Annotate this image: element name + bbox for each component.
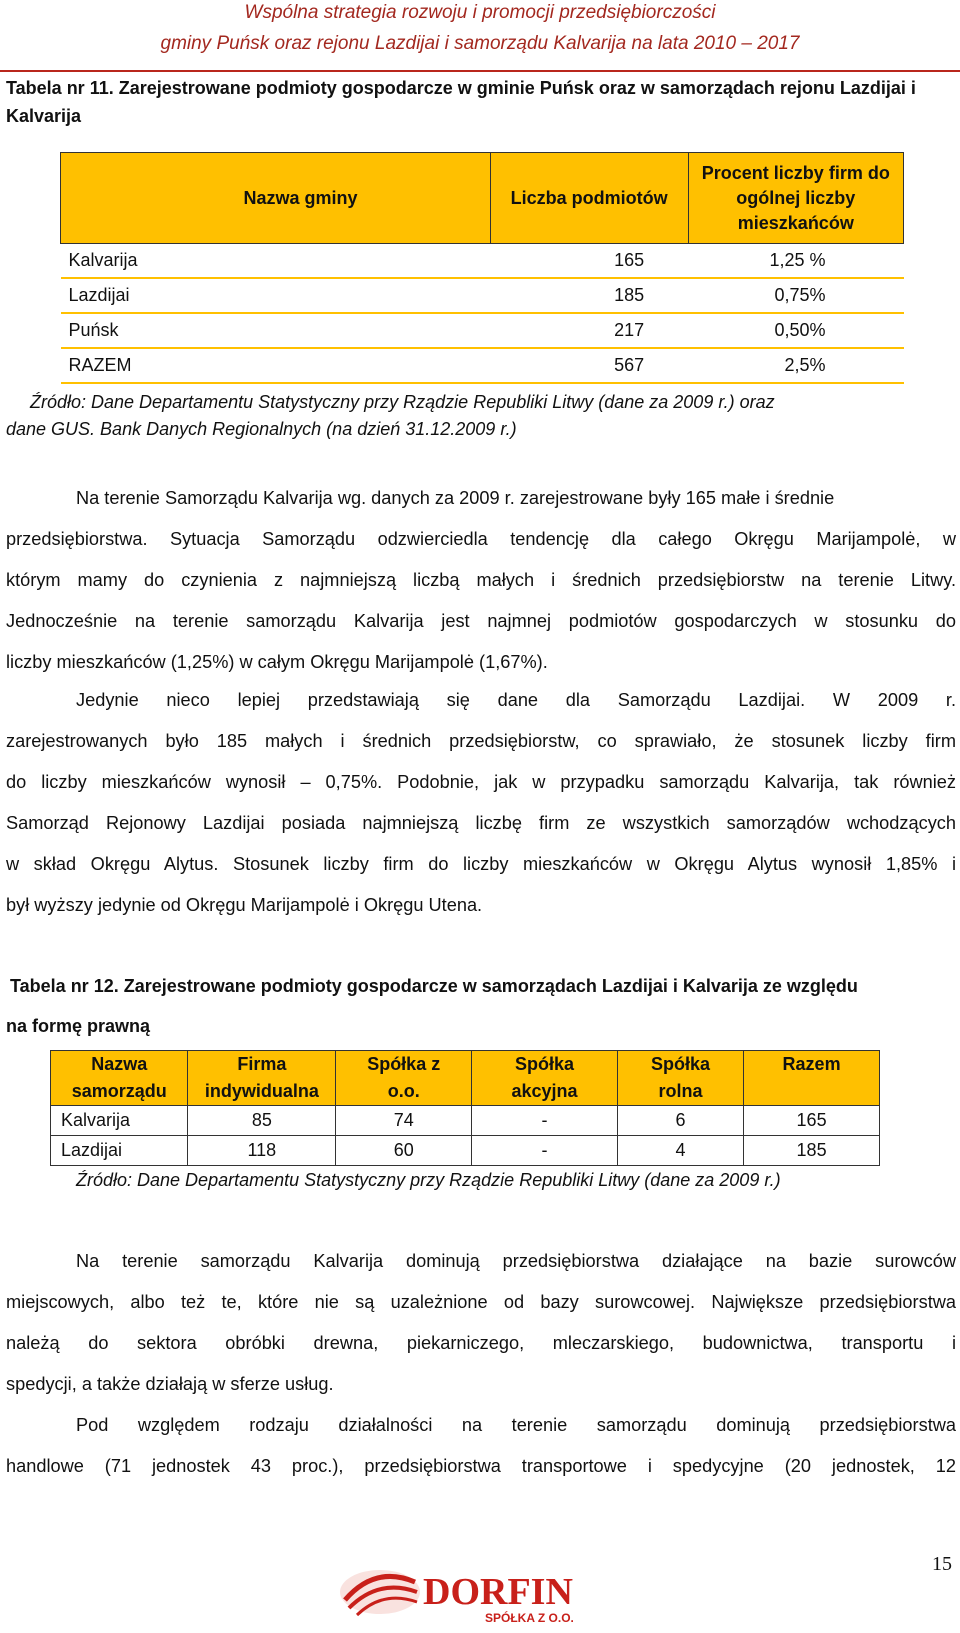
paragraph-line: Jednocześnie na terenie samorządu Kalvarija jest najmnej podmiotów gospodarczych w stosunku do bbox=[6, 611, 956, 631]
table11 bbox=[60, 152, 904, 384]
paragraph-line: miejscowych, albo też te, które nie są uzależnione od bazy surowcowej. Największe przedsiębiorstwa bbox=[6, 1292, 956, 1312]
running-header-line1: Wspólna strategia rozwoju i promocji przedsiębiorczości bbox=[244, 2, 716, 23]
table-row bbox=[51, 1106, 880, 1136]
paragraph-2 bbox=[6, 680, 956, 926]
header-divider bbox=[0, 70, 960, 72]
table12-header-text: rolna bbox=[658, 1081, 703, 1101]
paragraph-line: spedycji, a także działają w sferze usług. bbox=[6, 1374, 334, 1394]
paragraph-line: którym mamy do czynienia z najmniejszą liczbą małych i średnich przedsiębiorstw na terenie Litwy. bbox=[6, 570, 956, 590]
table11-cell: Puńsk bbox=[61, 313, 491, 348]
table12-caption-line2: na formę prawną bbox=[6, 1016, 151, 1036]
table12-cell: 74 bbox=[336, 1106, 472, 1136]
table-row bbox=[61, 278, 904, 313]
table12-header-text: Razem bbox=[782, 1054, 841, 1074]
paragraph-line: liczby mieszkańców (1,25%) w całym Okręgu Marijampolė (1,67%). bbox=[6, 652, 548, 672]
table12-caption-line1: Tabela nr 12. Zarejestrowane podmioty gospodarcze w samorządach Lazdijai i Kalvarija ze względu bbox=[10, 976, 858, 996]
table12-cell: 60 bbox=[336, 1136, 472, 1166]
table-row bbox=[61, 313, 904, 348]
logo-subtext: SPÓŁKA Z O.O. bbox=[485, 1611, 574, 1625]
table12-cell: 6 bbox=[617, 1106, 743, 1136]
table11-header-percent: Procent liczby firm do ogólnej liczby mieszkańców bbox=[688, 153, 903, 244]
table11-source-line2: dane GUS. Bank Danych Regionalnych (na dzień 31.12.2009 r.) bbox=[6, 419, 517, 439]
paragraph-line: należą do sektora obróbki drewna, piekarniczego, mleczarskiego, budownictwa, transportu i bbox=[6, 1333, 956, 1353]
table12-header-individual bbox=[188, 1051, 336, 1106]
table11-cell: 1,25 % bbox=[688, 244, 903, 279]
table11-header-name: Nazwa gminy bbox=[61, 153, 491, 244]
table11-cell: RAZEM bbox=[61, 348, 491, 383]
paragraph-line: do liczby mieszkańców wynosił – 0,75%. Podobnie, jak w przypadku samorządu Kalvarija, tak również bbox=[6, 772, 956, 792]
table12-header-llc bbox=[336, 1051, 472, 1106]
table12-header-text: Spółka bbox=[650, 1054, 710, 1074]
table12-cell: 185 bbox=[744, 1136, 880, 1166]
page-number: 15 bbox=[932, 1553, 952, 1575]
paragraph-line: w skład Okręgu Alytus. Stosunek liczby firm do liczby mieszkańców w Okręgu Alytus wynosił 1,85% i bbox=[6, 854, 956, 874]
running-header-line2: gminy Puńsk oraz rejonu Lazdijai i samorządu Kalvarija na lata 2010 – 2017 bbox=[160, 33, 800, 54]
paragraph-line: Jedynie nieco lepiej przedstawiają się dane dla Samorządu Lazdijai. W 2009 r. bbox=[76, 690, 956, 710]
paragraph-3 bbox=[6, 1241, 956, 1405]
table11-cell: 165 bbox=[490, 244, 688, 279]
paragraph-line: Na terenie Samorządu Kalvarija wg. danych za 2009 r. zarejestrowane były 165 małe i średnie bbox=[76, 488, 835, 508]
paragraph-line: Samorząd Rejonowy Lazdijai posiada najmniejszą liczbę firm ze wszystkich samorządów wchodzących bbox=[6, 813, 956, 833]
dorfin-logo bbox=[335, 1560, 635, 1630]
table-row bbox=[61, 348, 904, 383]
table12-header-text: indywidualna bbox=[204, 1081, 319, 1101]
table11-cell: 185 bbox=[490, 278, 688, 313]
table12-cell: - bbox=[472, 1106, 618, 1136]
table-row bbox=[61, 244, 904, 279]
table12-cell: Lazdijai bbox=[51, 1136, 188, 1166]
table12-header-text: Nazwa bbox=[91, 1054, 148, 1074]
paragraph-line: zarejestrowanych było 185 małych i średnich przedsiębiorstw, co sprawiało, że stosunek liczby firm bbox=[6, 731, 956, 751]
paragraph-1 bbox=[6, 478, 956, 683]
table11-cell: 217 bbox=[490, 313, 688, 348]
table12-header-text: samorządu bbox=[71, 1081, 167, 1101]
table12-header-agri bbox=[617, 1051, 743, 1106]
logo-text: DORFIN bbox=[423, 1571, 573, 1613]
table12-header-jsc bbox=[472, 1051, 618, 1106]
paragraph-line: przedsiębiorstwa. Sytuacja Samorządu odzwierciedla tendencję dla całego Okręgu Marijampolė, w bbox=[6, 529, 956, 549]
table11-cell: 567 bbox=[490, 348, 688, 383]
paragraph-line: był wyższy jedynie od Okręgu Marijampolė i Okręgu Utena. bbox=[6, 895, 483, 915]
table12-header-text: Spółka bbox=[514, 1054, 574, 1074]
paragraph-line: Na terenie samorządu Kalvarija dominują przedsiębiorstwa działające na bazie surowców bbox=[76, 1251, 956, 1271]
table11-header-count: Liczba podmiotów bbox=[490, 153, 688, 244]
paragraph-line: Pod względem rodzaju działalności na terenie samorządu dominują przedsiębiorstwa bbox=[76, 1415, 956, 1435]
table12-cell: - bbox=[472, 1136, 618, 1166]
table12-header-name bbox=[51, 1051, 188, 1106]
table-row bbox=[51, 1136, 880, 1166]
table12-header-text: o.o. bbox=[387, 1081, 420, 1101]
table11-source-line1: Źródło: Dane Departamentu Statystyczny przy Rządzie Republiki Litwy (dane za 2009 r.) oraz bbox=[30, 392, 775, 412]
table11-cell: Kalvarija bbox=[61, 244, 491, 279]
table11-cell: Lazdijai bbox=[61, 278, 491, 313]
table11-cell: 0,75% bbox=[688, 278, 903, 313]
table11-cell: 0,50% bbox=[688, 313, 903, 348]
table12-header-text: Firma bbox=[237, 1054, 287, 1074]
table12 bbox=[50, 1050, 880, 1166]
table12-cell: 4 bbox=[617, 1136, 743, 1166]
table12-cell: 85 bbox=[188, 1106, 336, 1136]
table12-cell: Kalvarija bbox=[51, 1106, 188, 1136]
table12-cell: 118 bbox=[188, 1136, 336, 1166]
table12-header-text: akcyjna bbox=[511, 1081, 578, 1101]
table12-source: Źródło: Dane Departamentu Statystyczny przy Rządzie Republiki Litwy (dane za 2009 r.) bbox=[76, 1170, 781, 1190]
paragraph-4 bbox=[6, 1405, 956, 1487]
table12-cell: 165 bbox=[744, 1106, 880, 1136]
table12-header-total bbox=[744, 1051, 880, 1106]
table11-caption: Tabela nr 11. Zarejestrowane podmioty gospodarcze w gminie Puńsk oraz w samorządach rejonu Lazdijai i Kalvarija bbox=[6, 78, 916, 126]
table12-header-text: Spółka z bbox=[367, 1054, 441, 1074]
table11-cell: 2,5% bbox=[688, 348, 903, 383]
paragraph-line: handlowe (71 jednostek 43 proc.), przedsiębiorstwa transportowe i spedycyjne (20 jednostek, 12 bbox=[6, 1456, 956, 1476]
